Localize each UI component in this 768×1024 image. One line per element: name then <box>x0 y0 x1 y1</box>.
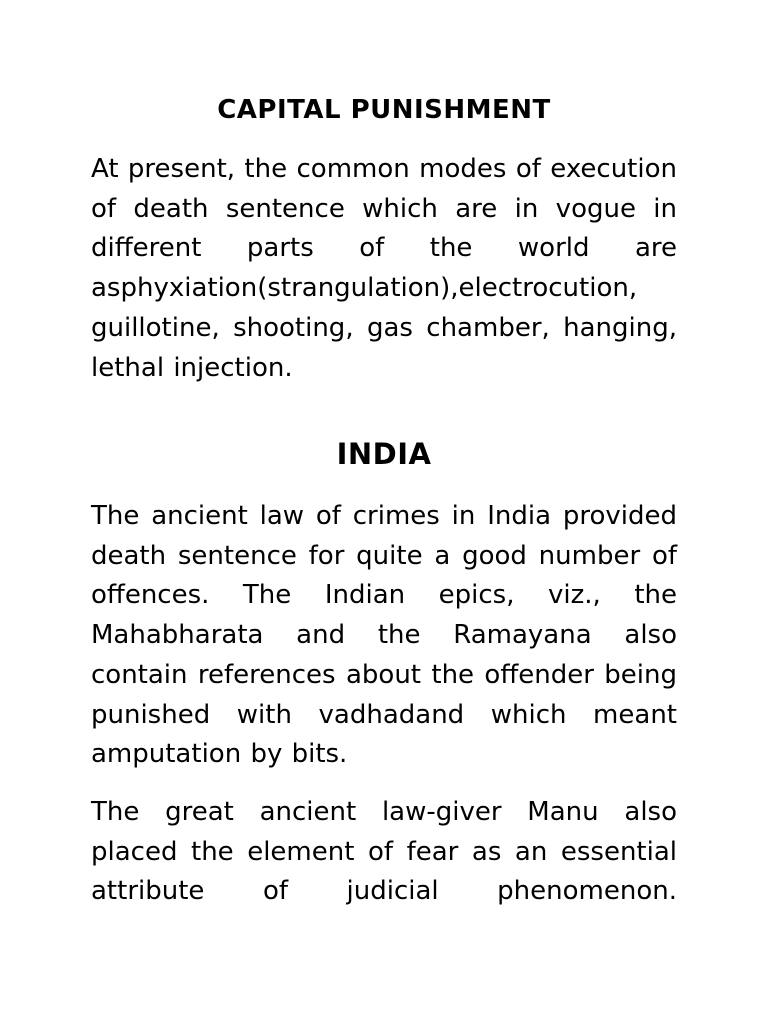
india-paragraph-manu: The great ancient law-giver Manu also placed the element of fear as an essential attribute of judicial phenomenon. <box>91 797 677 907</box>
intro-paragraph: At present, the common modes of execution of death sentence which are in vogue in different parts of the world are asphyxiation(strangulation),electrocution, guillotine, shooting, gas chamber, hanging, lethal injection. <box>91 154 677 383</box>
india-paragraph-ancient-law: The ancient law of crimes in India provided death sentence for quite a good number of offences. The Indian epics, viz., the Mahabharata and the Ramayana also contain references about the offender being punished with vadhadand which meant amputation by bits. <box>91 501 677 770</box>
section-heading-india: INDIA <box>336 437 432 471</box>
document-title: CAPITAL PUNISHMENT <box>217 95 551 125</box>
